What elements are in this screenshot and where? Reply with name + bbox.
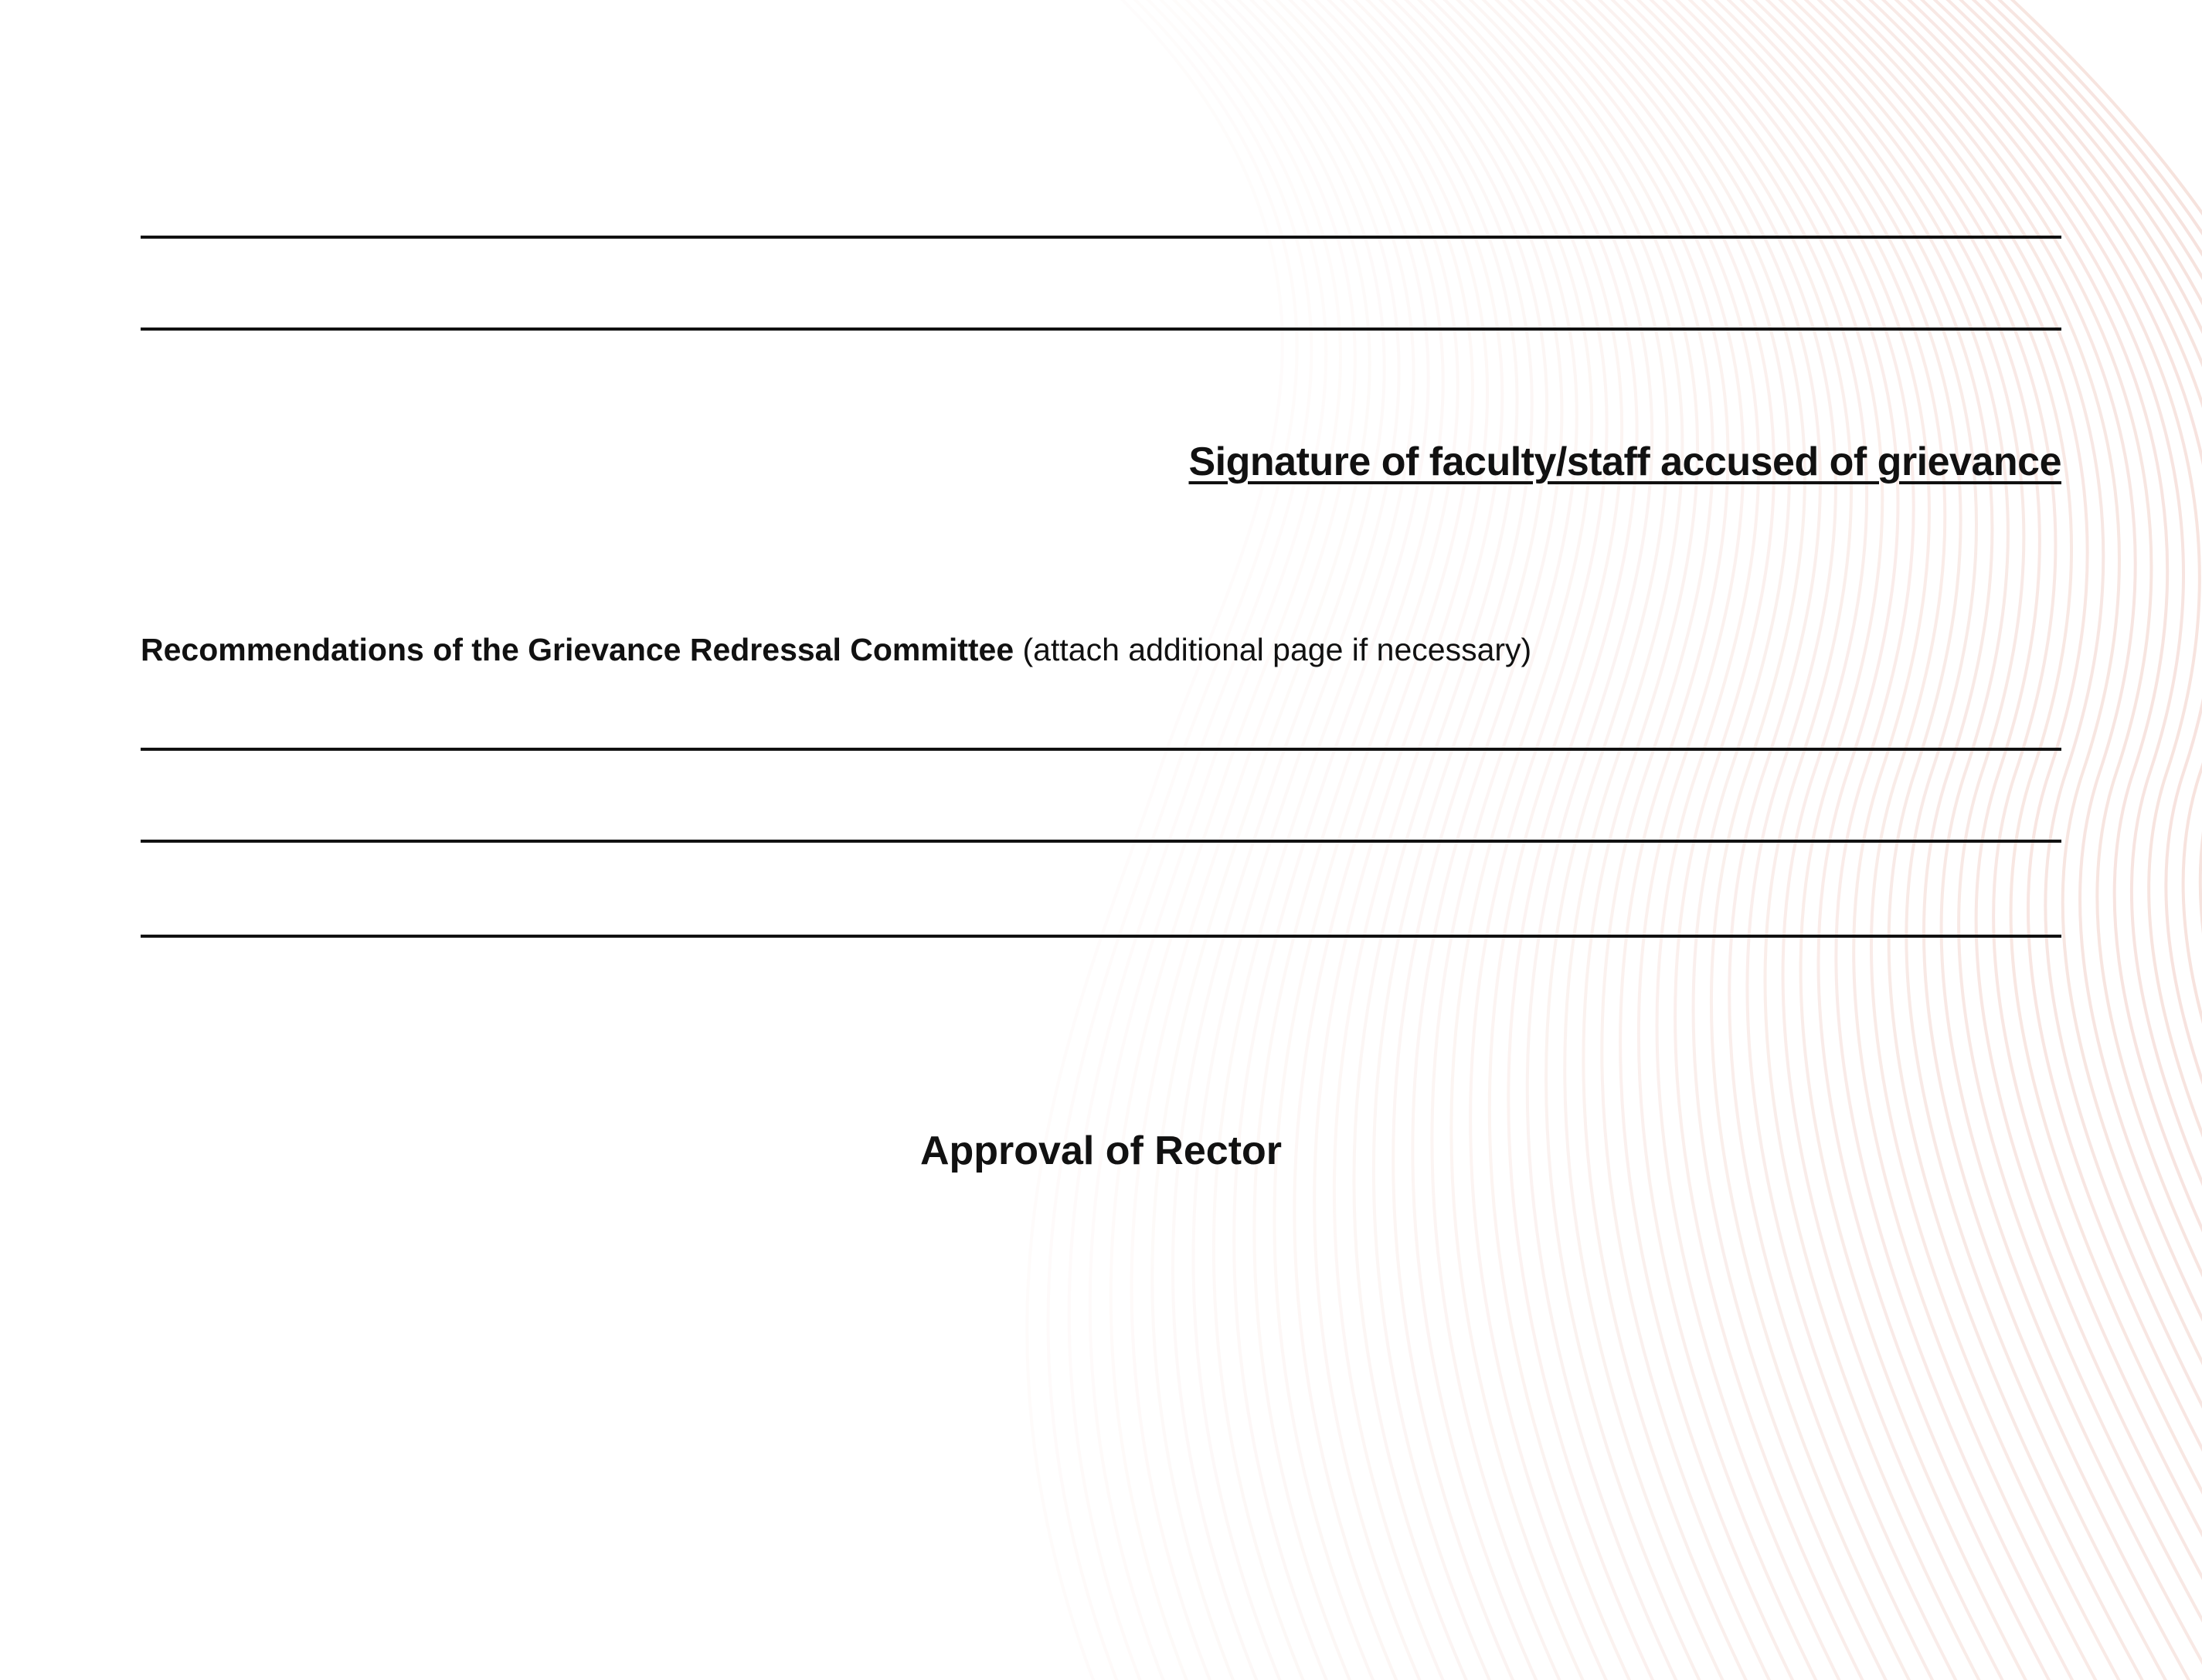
response-line-2[interactable] <box>141 328 2061 331</box>
recommendations-label <box>141 632 1531 668</box>
signature-heading: Signature of faculty/staff accused of grievance <box>1188 440 2061 484</box>
recommendation-line-3[interactable] <box>141 935 2061 938</box>
response-line-1[interactable] <box>141 236 2061 239</box>
recommendations-note: (attach additional page if necessary) <box>1022 632 1532 667</box>
recommendations-title: Recommendations of the Grievance Redressal Committee <box>141 632 1014 667</box>
recommendation-line-2[interactable] <box>141 840 2061 843</box>
recommendation-line-1[interactable] <box>141 748 2061 751</box>
approval-heading: Approval of Rector <box>919 1128 1283 1173</box>
